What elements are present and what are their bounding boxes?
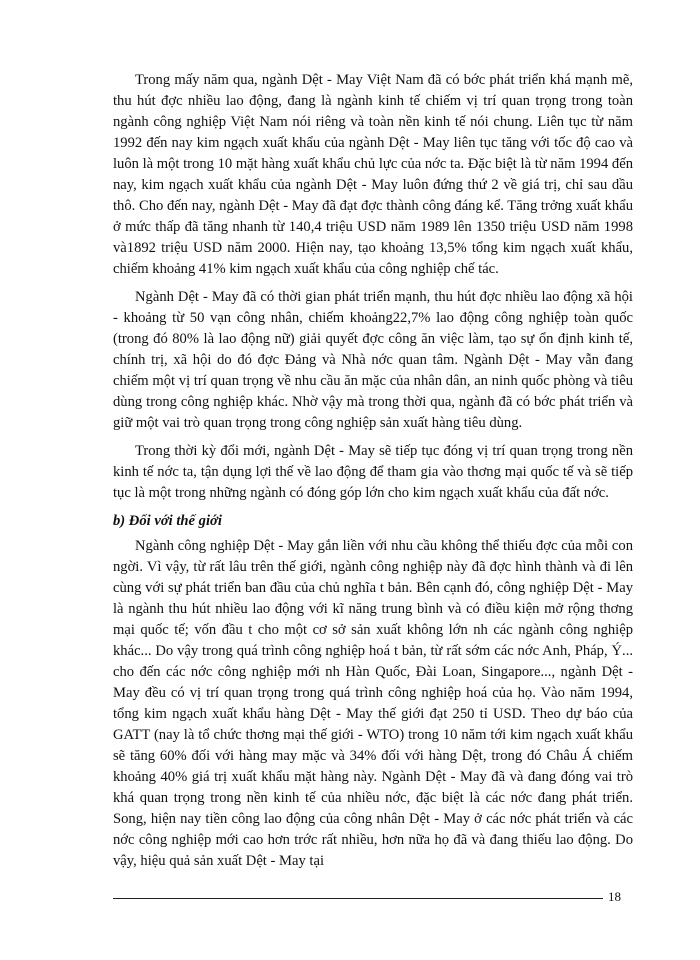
paragraph-3: Trong thời kỳ đổi mới, ngành Dệt - May sẽ tiếp tục đóng vị trí quan trọng trong nền kinh tế nớc ta, tận dụng lợi thế về lao động để tham gia vào thơng mại quốc tế và sẽ tiếp tục là một trong những ngành có đóng góp lớn cho kim ngạch xuất khẩu của đất nớc.: [113, 443, 633, 501]
section-subheading: b) Đối với thế giới: [113, 513, 222, 529]
page-number: 18: [608, 889, 621, 904]
page-body: [113, 70, 633, 879]
footer-divider: [113, 898, 603, 899]
paragraph-4: Ngành công nghiệp Dệt - May gắn liền với nhu cầu không thể thiếu đợc của mỗi con ngời. Vì vậy, từ rất lâu trên thế giới, ngành công nghiệp này đã đợc hình thành và đi lên cùng với sự phát triển ban đầu của chủ nghĩa t bản. Bên cạnh đó, công nghiệp Dệt - May là ngành thu hút nhiều lao động với kĩ năng trung bình và có điều kiện mở rộng thơng mại quốc tế; vốn đầu t cho một cơ sở sản xuất không lớn nh các ngành công nghiệp khác... Do vậy trong quá trình công nghiệp hoá t bản, từ rất sớm các nớc Anh, Pháp, Ý... cho đến các nớc công nghiệp mới nh Hàn Quốc, Đài Loan, Singapore..., ngành Dệt - May đều có vị trí quan trọng trong quá trình công nghiệp hoá của họ. Vào năm 1994, tổng kim ngạch xuất khẩu hàng Dệt - May thế giới đạt 250 tỉ USD. Theo dự báo của GATT (nay là tổ chức thơng mại thế giới - WTO) trong 10 năm tới kim ngạch xuất khẩu sẽ tăng 60% đối với hàng may mặc và 34% đối với hàng Dệt, trong đó Châu Á chiếm khoảng 40% giá trị xuất khẩu mặt hàng này. Ngành Dệt - May đã và đang đóng vai trò khá quan trọng trong nền kinh tế của nhiều nớc, đặc biệt là các nớc đang phát triển. Song, hiện nay tiền công lao động của công nhân Dệt - May ở các nớc phát triển và các nớc công nghiệp mới cao hơn trớc rất nhiều, hơn nữa họ đã và đang thiếu lao động. Do vậy, hiệu quả sản xuất Dệt - May tại: [113, 538, 633, 869]
paragraph-2: Ngành Dệt - May đã có thời gian phát triển mạnh, thu hút đợc nhiều lao động xã hội - khoảng từ 50 vạn công nhân, chiếm khoảng22,7% lao động công nghiệp toàn quốc (trong đó 80% là lao động nữ) giải quyết đợc công ăn việc làm, tạo sự ổn định kinh tế, chính trị, xã hội do đó đợc Đảng và Nhà nớc quan tâm. Ngành Dệt - May vẫn đang chiếm một vị trí quan trọng về nhu cầu ăn mặc của nhân dân, an ninh quốc phòng và tiêu dùng trong công nghiệp khác. Nhờ vậy mà trong thời qua, ngành đã có bớc phát triển và giữ một vai trò quan trọng trong công nghiệp sản xuất hàng tiêu dùng.: [113, 289, 633, 431]
paragraph-1: Trong mấy năm qua, ngành Dệt - May Việt Nam đã có bớc phát triển khá mạnh mẽ, thu hút đợc nhiều lao động, đang là ngành kinh tế chiếm vị trí quan trọng trong toàn ngành công nghiệp Việt Nam nói riêng và toàn nền kinh tế nói chung. Liên tục từ năm 1992 đến nay kim ngạch xuất khẩu của ngành Dệt - May liên tục tăng với tốc độ cao và luôn là một trong 10 mặt hàng xuất khẩu chủ lực của nớc ta. Đặc biệt là từ năm 1994 đến nay, kim ngạch xuất khẩu của ngành Dệt - May luôn đứng thứ 2 về giá trị, chỉ sau dầu thô. Cho đến nay, ngành Dệt - May đã đạt đợc thành công đáng kể. Tăng trởng xuất khẩu ở mức thấp đã tăng nhanh từ 140,4 triệu USD năm 1989 lên 1350 triệu USD năm 1998 và1892 triệu USD năm 2000. Hiện nay, tạo khoảng 13,5% tổng kim ngạch xuất khẩu, chiếm khoảng 41% kim ngạch xuất khẩu của công nghiệp chế tác.: [113, 72, 633, 277]
